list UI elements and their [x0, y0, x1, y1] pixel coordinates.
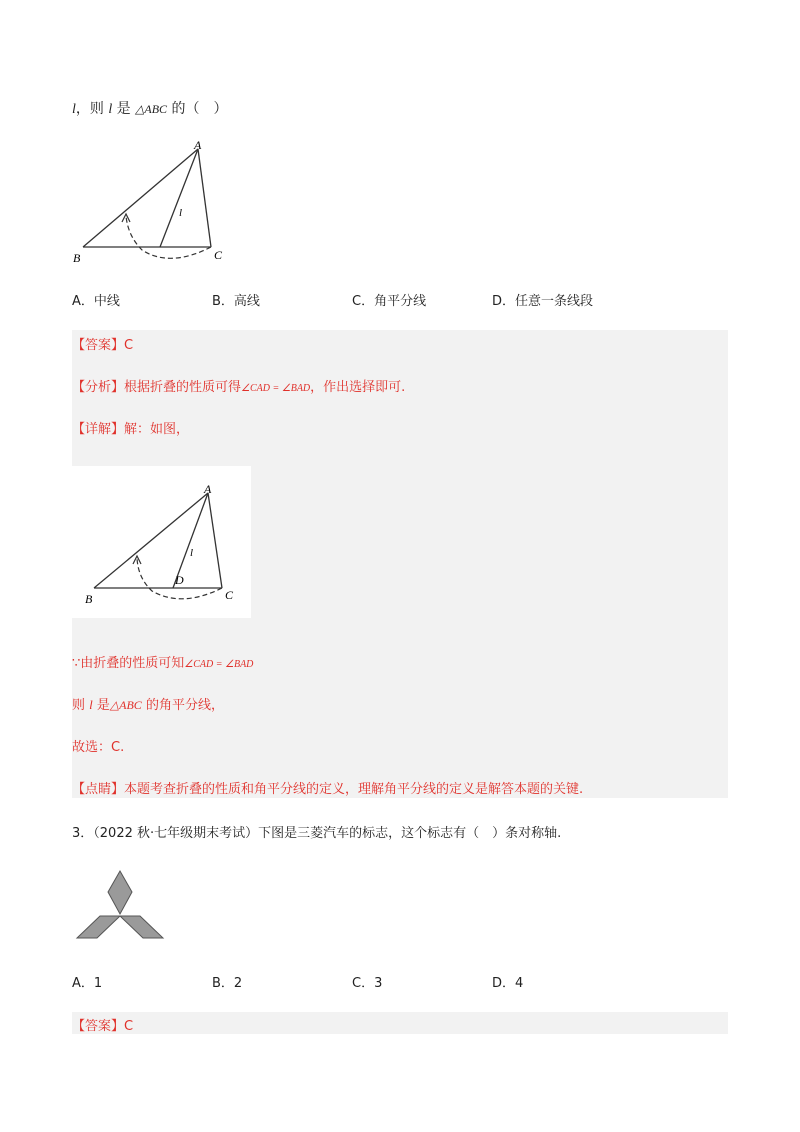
option-b[interactable]: B．高线 [212, 294, 260, 309]
detail-line [72, 418, 189, 437]
stem-variable-2: l [108, 102, 113, 117]
analysis-text-end: ，作出选择即可. [310, 380, 406, 395]
then-text: 则 [72, 698, 90, 713]
analysis-text: 根据折叠的性质可得 [124, 380, 242, 395]
answer-line [72, 334, 133, 353]
because-text: ∵由折叠的性质可知 [72, 656, 185, 671]
fold-arc [126, 216, 211, 258]
label-b: B [85, 592, 93, 606]
analysis-line [72, 376, 405, 395]
choice-line: 故选：C. [72, 740, 125, 755]
option-b[interactable]: B．2 [212, 976, 243, 991]
because-line [72, 652, 253, 671]
stem-triangle: △ABC [135, 102, 168, 116]
option-a[interactable]: A．中线 [72, 294, 120, 309]
question-2-stem [72, 98, 228, 118]
label-c: C [225, 588, 234, 602]
label-b: B [73, 251, 81, 265]
comment-line [72, 778, 583, 797]
stem-end: 的（ ） [167, 101, 228, 117]
left-diamond [77, 916, 120, 938]
side-ac [198, 149, 211, 247]
answer-tag: 【答案】 [72, 338, 125, 353]
top-diamond [108, 871, 132, 914]
label-a: A [194, 138, 202, 152]
label-a: A [204, 482, 212, 496]
triangle-figure-question [70, 138, 240, 268]
stem-is: 是 [112, 101, 136, 117]
label-l: l [190, 547, 194, 559]
label-d: D [175, 573, 184, 587]
answer-panel-top [72, 330, 728, 466]
option-c[interactable]: C．3 [352, 976, 383, 991]
comment-text: 本题考查折叠的性质和角平分线的定义，理解角平分线的定义是解答本题的关键. [124, 782, 584, 797]
because-math: ∠CAD = ∠BAD [184, 659, 254, 670]
side-ac [208, 493, 222, 588]
then-variable: l [89, 697, 93, 712]
then-line [72, 694, 224, 713]
comment-tag: 【点睛】 [72, 782, 125, 797]
right-diamond [120, 916, 163, 938]
fold-line-l [160, 149, 198, 247]
option-d[interactable]: D．4 [492, 976, 524, 991]
label-l: l [179, 207, 183, 219]
answer-line-q3 [72, 1015, 133, 1034]
answer-value: C [124, 1019, 134, 1034]
side-ab [83, 149, 198, 247]
answer-panel-q3 [72, 1012, 728, 1034]
answer-tag: 【答案】 [72, 1019, 125, 1034]
label-c: C [214, 248, 223, 262]
then-triangle: △ABC [109, 698, 142, 712]
detail-text: 解：如图， [124, 422, 190, 437]
then-is: 是 [92, 698, 110, 713]
option-a[interactable]: A．1 [72, 976, 103, 991]
mitsubishi-logo-figure [75, 868, 165, 948]
stem-variable: l [72, 102, 76, 117]
answer-panel-right [251, 466, 728, 618]
option-d[interactable]: D．任意一条线段 [492, 294, 594, 309]
answer-value: C [124, 338, 134, 353]
then-end: 的角平分线， [141, 698, 224, 713]
analysis-math: ∠CAD = ∠BAD [241, 383, 311, 394]
analysis-tag: 【分析】 [72, 380, 125, 395]
stem-mid: ，则 [75, 101, 109, 117]
detail-tag: 【详解】 [72, 422, 125, 437]
triangle-figure-solution [72, 466, 251, 618]
triangle-figure-solution-frame [72, 466, 251, 618]
question-3-stem: 3．（2022 秋·七年级期末考试）下图是三菱汽车的标志，这个标志有（ ）条对称轴. [72, 826, 562, 841]
option-c[interactable]: C．角平分线 [352, 294, 427, 309]
